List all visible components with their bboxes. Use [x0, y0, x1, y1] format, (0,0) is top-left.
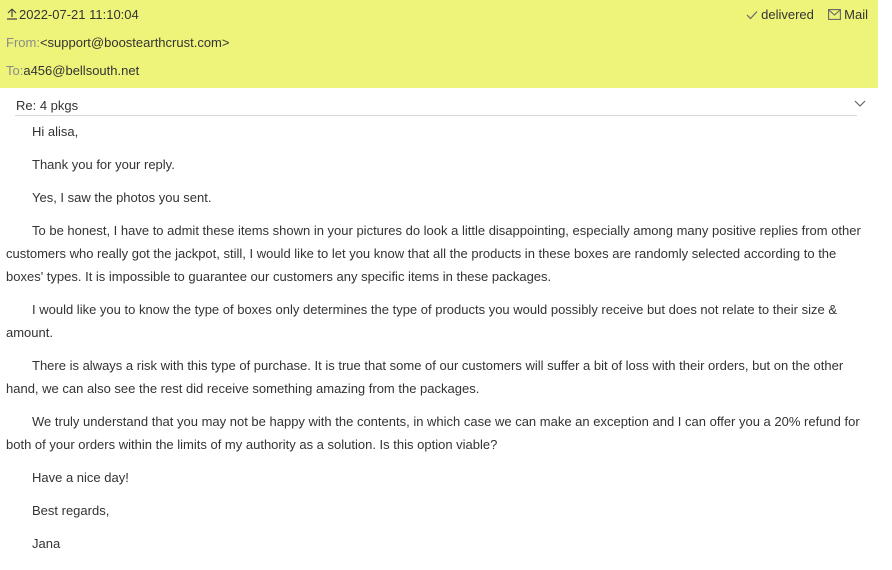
from-row [6, 34, 229, 52]
timestamp-row [6, 6, 139, 24]
body-paragraph: Jana [32, 536, 61, 551]
mail-button-label: Mail [844, 7, 868, 22]
body-paragraph: Yes, I saw the photos you sent. [32, 190, 212, 205]
body-paragraph: I would like you to know the type of boxes only determines the type of products you would possibly receive but does not relate to their size & amount. [6, 302, 838, 340]
email-subject: Re: 4 pkgs [16, 98, 79, 113]
status-badge: delivered [761, 7, 814, 22]
body-paragraph: To be honest, I have to admit these items shown in your pictures do look a little disappointing, especially among many positive replies from other customers who really got the jackpot, still, I would like to let you know that all the products in these boxes are randomly selected according to the boxes' types. It is impossible to guarantee our customers any specific items in these packages. [6, 223, 861, 284]
subject-bar[interactable] [15, 97, 857, 116]
from-label: From: [6, 35, 40, 50]
body-paragraph: Thank you for your reply. [32, 157, 175, 172]
email-body [6, 120, 864, 565]
body-paragraph: Best regards, [32, 503, 110, 518]
to-label: To: [6, 63, 24, 78]
body-paragraph: We truly understand that you may not be happy with the contents, in which case we can make an exception and I can offer you a 20% refund for both of your orders within the limits of my authority as a solution. Is this option viable? [6, 414, 860, 452]
header-actions [746, 6, 868, 24]
body-paragraph: There is always a risk with this type of purchase. It is true that some of our customers will suffer a bit of loss with their orders, but on the other hand, we can also see the rest did receive something amazing from the packages. [6, 358, 844, 396]
upload-arrow-icon [6, 8, 18, 20]
check-icon [746, 10, 758, 20]
body-paragraph: Have a nice day! [32, 470, 129, 485]
timestamp: 2022-07-21 11:10:04 [19, 7, 139, 22]
to-row [6, 62, 139, 80]
from-address[interactable]: <support@boostearthcrust.com> [39, 35, 230, 50]
body-paragraph: Hi alisa, [32, 124, 79, 139]
mail-button[interactable] [828, 7, 868, 22]
to-address[interactable]: a456@bellsouth.net [23, 63, 140, 78]
chevron-down-icon[interactable] [853, 97, 867, 111]
email-header [0, 0, 878, 88]
mail-icon [828, 9, 841, 20]
